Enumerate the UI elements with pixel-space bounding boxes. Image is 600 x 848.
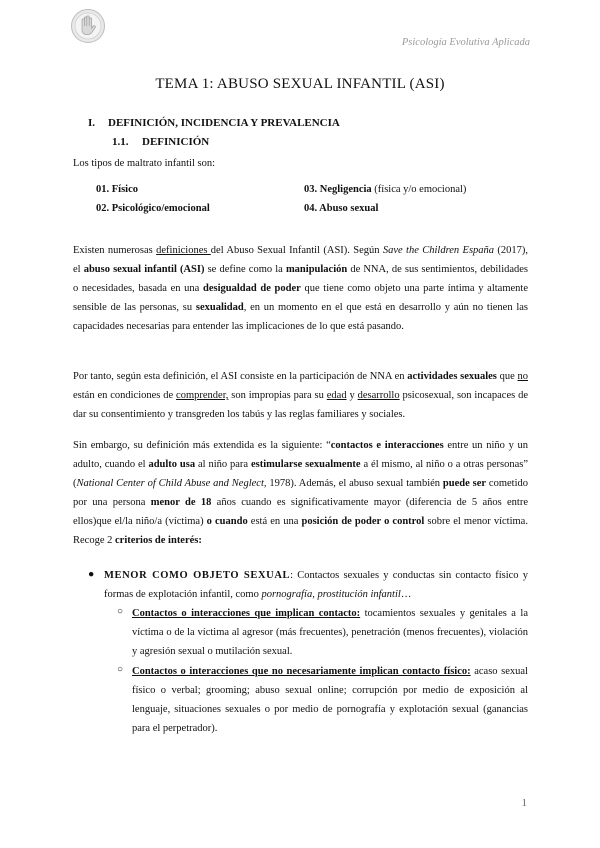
paragraph-extended-definition: Sin embargo, su definición más extendida es la siguiente: “contactos e interacciones entre un niño y un adulto, cuando el adulto usa al niño para estimularse sexualmente a él mismo, al niño o a otras personas” (National Center of Child Abuse and Neglect, 1978). Además, el abuso sexual también puede ser cometido por una persona menor de 18 años cuando es significativamente mayor (diferencia de 5 años entre ellos)que el/la niño/a (víctima) o cuando está en una posición de poder o control sobre el menor víctima. Recoge 2 criterios de interés: — [73, 440, 528, 546]
type-item: 01. Físico — [96, 184, 138, 195]
criteria-subitem: Contactos o interacciones que no necesariamente implican contacto físico: acaso sexual físico o verbal; grooming; abuso sexual online; corrupción por medio de exposición al lenguaje, situaciones sexuales o por medio de pornografía y explotación sexual (ganancias para el perpetrador). — [132, 666, 528, 734]
paragraph-asi: Por tanto, según esta definición, el ASI consiste en la participación de NNA en actividades sexuales que no están en condiciones de comprender, son impropias para su edad y desarrollo psicosexual, son incapaces de dar su consentimiento y transgreden los tabús y las reglas familiares y sociales. — [73, 371, 529, 420]
header-course-title: Psicología Evolutiva Aplicada — [401, 37, 530, 48]
intro-text: Los tipos de maltrato infantil son: — [73, 158, 216, 169]
subsection-heading — [112, 136, 209, 148]
subsection-label: DEFINICIÓN — [142, 136, 210, 148]
criteria-item: MENOR COMO OBJETO SEXUAL: Contactos sexuales y conductas sin contacto físico y formas de explotación infantil, como pornografía, prostitución infantil… — [104, 570, 528, 600]
subsection-number: 1.1. — [112, 136, 129, 148]
sub-bullet-icon: ○ — [117, 664, 124, 675]
type-item: 03. Negligencia (física y/o emocional) — [304, 184, 467, 195]
section-label: DEFINICIÓN, INCIDENCIA Y PREVALENCIA — [108, 117, 340, 129]
criteria-subitem: Contactos o interacciones que implican contacto: tocamientos sexuales y genitales a la víctima o de la víctima al agresor (más frecuentes), penetración (menos frecuentes), violación y agresión sexual o mutilación sexual. — [132, 608, 528, 657]
paragraph-definition: Existen numerosas definiciones del Abuso Sexual Infantil (ASI). Según Save the Children España (2017), el abuso sexual infantil (ASI) se define como la manipulación de NNA, de sus sentimientos, debilidades o necesidades, basada en una desigualdad de poder que tiene como objeto una parte íntima y altamente sensible de las personas, su sexualidad, en un momento en el que está en desarrollo y aún no tienen las capacidades necesarias para entender las implicaciones de lo que está pasando. — [73, 245, 529, 332]
section-heading — [88, 117, 340, 129]
type-item: 04. Abuso sexual — [304, 203, 379, 214]
page-number: 1 — [521, 797, 527, 809]
type-item: 02. Psicológico/emocional — [96, 203, 210, 214]
bullet-icon: ● — [88, 569, 95, 580]
page-title: TEMA 1: ABUSO SEXUAL INFANTIL (ASI) — [155, 76, 445, 92]
hand-logo-icon — [70, 8, 106, 44]
section-number: I. — [88, 117, 96, 129]
sub-bullet-icon: ○ — [117, 606, 124, 617]
